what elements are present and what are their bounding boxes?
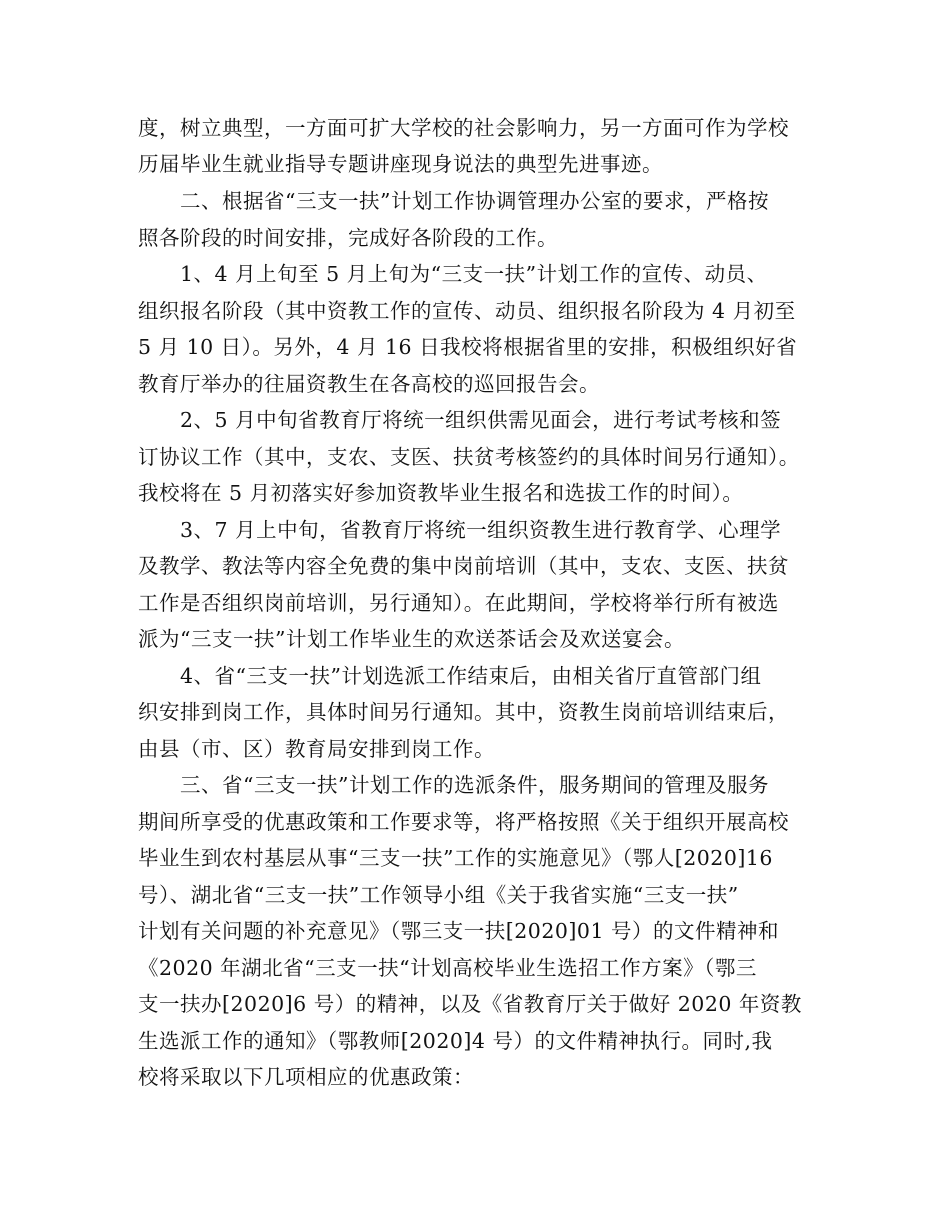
text-line: 3、7 月上中旬，省教育厅将统一组织资教生进行教育学、心理学 [180, 518, 782, 542]
text-line: 毕业生到农村基层从事“三支一扶”工作的实施意见》（鄂人[2020]16 [138, 846, 773, 870]
text-line: 派为“三支一扶”计划工作毕业生的欢送茶话会及欢送宴会。 [138, 627, 685, 651]
text-line: 2、5 月中旬省教育厅将统一组织供需见面会，进行考试考核和签 [180, 408, 782, 432]
text-line: 组织报名阶段（其中资教工作的宣传、动员、组织报名阶段为 4 月初至 [138, 299, 796, 323]
text-line: 订协议工作（其中，支农、支医、扶贫考核签约的具体时间另行通知）。 [138, 445, 800, 469]
text-line: 1、4 月上旬至 5 月上旬为“三支一扶”计划工作的宣传、动员、 [180, 262, 768, 286]
text-line: 工作是否组织岗前培训，另行通知）。在此期间，学校将举行所有被选 [138, 591, 779, 615]
text-line: 由县（市、区）教育局安排到岗工作。 [138, 737, 495, 761]
text-line: 4、省“三支一扶”计划选派工作结束后，由相关省厅直管部门组 [180, 664, 762, 688]
text-line: 生选派工作的通知》（鄂教师[2020]4 号）的文件精神执行。同时,我 [138, 1029, 773, 1053]
text-line: 二、根据省“三支一扶”计划工作协调管理办公室的要求，严格按 [180, 189, 769, 213]
text-line: 支一扶办[2020]6 号）的精神，以及《省教育厅关于做好 2020 年资教 [138, 992, 802, 1016]
text-line: 度，树立典型，一方面可扩大学校的社会影响力，另一方面可作为学校 [138, 116, 789, 140]
text-line: 织安排到岗工作，具体时间另行通知。其中，资教生岗前培训结束后， [138, 700, 789, 724]
text-line: 期间所享受的优惠政策和工作要求等，将严格按照《关于组织开展高校 [138, 810, 789, 834]
text-line: 我校将在 5 月初落实好参加资教毕业生报名和选拔工作的时间）。 [138, 481, 744, 505]
text-line: 号）、湖北省“三支一扶”工作领导小组《关于我省实施“三支一扶” [138, 883, 739, 907]
text-line: 照各阶段的时间安排，完成好各阶段的工作。 [138, 226, 558, 250]
text-line: 历届毕业生就业指导专题讲座现身说法的典型先进事迹。 [138, 152, 663, 176]
text-line: 《2020 年湖北省“三支一扶“计划高校毕业生选招工作方案》（鄂三 [138, 956, 757, 980]
text-line: 校将采取以下几项相应的优惠政策： [138, 1065, 474, 1089]
text-line: 计划有关问题的补充意见》（鄂三支一扶[2020]01 号）的文件精神和 [138, 919, 780, 943]
text-line: 三、省“三支一扶”计划工作的选派条件，服务期间的管理及服务 [180, 773, 769, 797]
text-line: 及教学、教法等内容全免费的集中岗前培训（其中，支农、支医、扶贫 [138, 554, 789, 578]
text-line: 5 月 10 日）。另外，4 月 16 日我校将根据省里的安排，积极组织好省 [138, 335, 798, 359]
text-line: 教育厅举办的往届资教生在各高校的巡回报告会。 [138, 372, 600, 396]
